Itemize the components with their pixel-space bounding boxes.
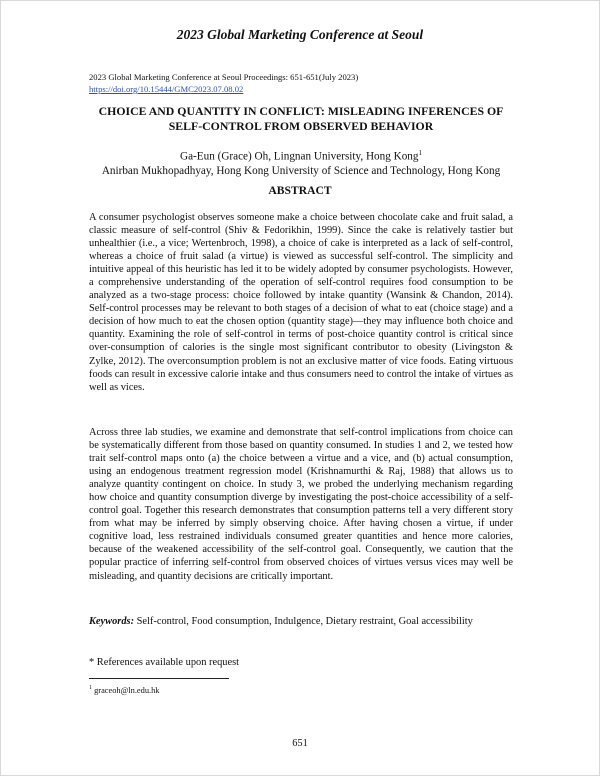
conference-header: 2023 Global Marketing Conference at Seoul	[176, 27, 424, 42]
footnote-divider	[89, 678, 229, 679]
author-line-1	[77, 146, 525, 164]
proceedings-citation: 2023 Global Marketing Conference at Seoul Proceedings: 651-651(July 2023)	[89, 72, 359, 82]
author-2: Anirban Mukhopadhyay, Hong Kong University of Science and Technology, Hong Kong	[101, 165, 501, 178]
footnote-marker: 1	[418, 149, 422, 157]
footnote-number: 1	[89, 685, 92, 691]
author-block	[77, 146, 525, 179]
paper-title: CHOICE AND QUANTITY IN CONFLICT: MISLEADING INFERENCES OF SELF-CONTROL FROM OBSERVED BEHAVIOR	[98, 104, 504, 133]
keywords-text: Self-control, Food consumption, Indulgence, Dietary restraint, Goal accessibility	[136, 616, 473, 627]
abstract-paragraph-1: A consumer psychologist observes someone make a choice between chocolate cake and fruit salad, a classic measure of self-control (Shiv & Fedorikhin, 1999). Since the cake is relatively tastier but unhealthier (i.e., a vice; Wertenbroch, 1998), a choice of cake is interpreted as a lack of self-control, whereas a choice of fruit salad (a virtue) is viewed as successful self-control. The simplicity and intuitive appeal of this heuristic has led it to be widely adopted by consumer psychologists. However, a comprehensive understanding of the operation of self-control requires food consumption to be analyzed as a two-stage process: choice followed by intake quantity (Wansink & Chandon, 2014). Self-control processes may be relevant to both stages of a decision of what to eat (choice stage) and a decision of how much to eat the chosen option (quantity stage)—they may influence both choice and quantity. Examining the role of self-control in terms of post-choice quantity control is critical since over-consumption of calories is the single most significant contributor to obesity (Livingston & Zylke, 2012). The overconsumption problem is not an exclusive matter of vice foods. Eating virtuous foods can result in excessive calorie intake and thus consumers need to control the intake of virtues as well as vices.	[89, 212, 513, 393]
footnote-email: graceoh@ln.edu.hk	[94, 685, 160, 695]
page-number: 651	[292, 738, 308, 749]
references-note: * References available upon request	[89, 657, 240, 668]
abstract-paragraph-2: Across three lab studies, we examine and demonstrate that self-control implications from choice can be systematically different from those based on quantity consumed. In studies 1 and 2, we tested how trait self-control maps onto (a) the choice between a virtue and a vice, and (b) actual consumption, using an endogenous treatment regression model (Krishnamurthi & Raj, 1988) that allows us to analyze quantity contingent on choice. In study 3, we probed the underlying mechanism regarding how choice and quantity consumption diverge by investigating the post-choice accessibility of a self-control goal. Together this research demonstrates that consumption patterns tell a very different story from what may be inferred by simply observing choice. After having chosen a virtue, if under cognitive load, less restrained individuals consumed greater quantities and hence more calories, because of the weakened accessibility of the self-control goal. Consequently, we caution that the popular practice of inferring self-control from observed choices of virtues versus vices may well be misleading, and quantity decisions are critically important.	[89, 427, 513, 582]
footnote	[89, 685, 159, 695]
keywords-label: Keywords:	[89, 616, 135, 627]
doi-link[interactable]: https://doi.org/10.15444/GMC2023.07.08.02	[89, 84, 244, 94]
author-1: Ga-Eun (Grace) Oh, Lingnan University, Hong Kong	[180, 150, 419, 163]
proceedings-info	[89, 71, 358, 95]
keywords	[89, 615, 513, 628]
abstract-heading: ABSTRACT	[268, 184, 332, 197]
